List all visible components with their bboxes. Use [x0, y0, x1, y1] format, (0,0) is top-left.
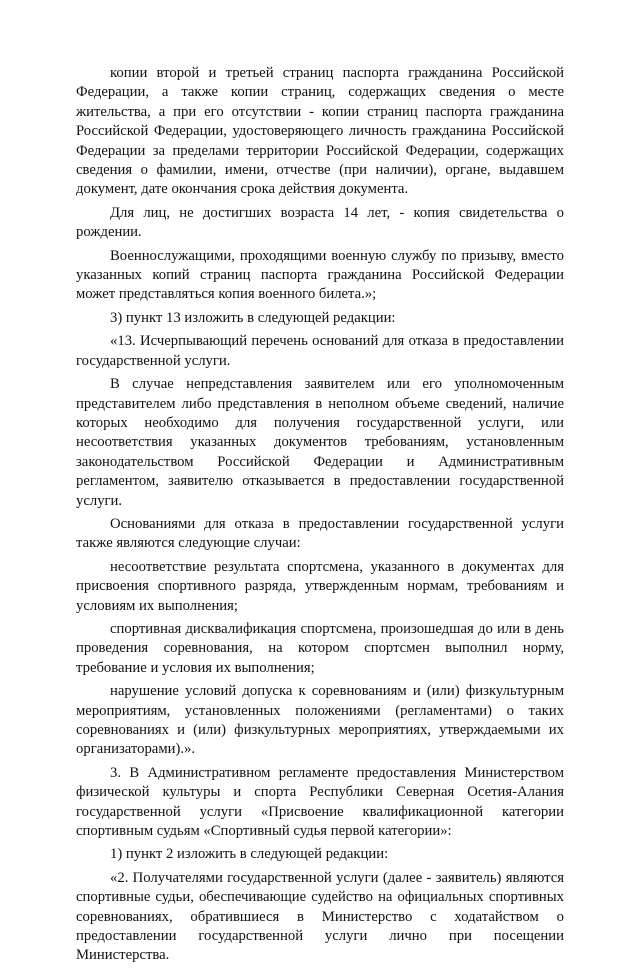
paragraph-refusal-grounds: Основаниями для отказа в предоставлении государственной услуги также являются следующие случаи: [76, 515, 564, 552]
paragraph-passport-copies: копии второй и третьей страниц паспорта гражданина Российской Федерации, а также копии страниц, содержащих сведения о месте жительства, а при его отсутствии - копии страниц паспорта гражданина Российской Федерации, удостоверяющего личность гражданина Российской Федерации за пределами территории Российской Федерации, содержащих сведения о фамилии, имени, отчестве (при наличии), органе, выдавшем документ, дате окончания срока действия документа. [76, 65, 564, 198]
paragraph-ground-disqualification: спортивная дисквалификация спортсмена, произошедшая до или в день проведения соревнования, на котором спортсмен выполнил норму, требование и условия их выполнения; [76, 620, 564, 676]
paragraph-item-1: 1) пункт 2 изложить в следующей редакции: [110, 846, 389, 863]
paragraph-item-3: 3) пункт 13 изложить в следующей редакции: [110, 309, 396, 326]
paragraph-section-3: 3. В Административном регламенте предоставления Министерством физической культуры и спорта Республики Северная Осетия-Алания государственной услуги «Присвоение квалификационной категории спортивным судьям «Спортивный судья первой категории»: [76, 764, 564, 840]
document-page [76, 64, 564, 970]
paragraph-ground-violation: нарушение условий допуска к соревнованиям и (или) физкультурным мероприятиям, установленных положениями (регламентами) о таких соревнованиях и (или) физкультурных мероприятиях, утверждаемыми их организаторами).». [76, 683, 564, 758]
paragraph-military: Военнослужащими, проходящими военную службу по призыву, вместо указанных копий страниц паспорта гражданина Российской Федерации может представляться копия военного билета.»; [76, 247, 564, 303]
paragraph-under-14: Для лиц, не достигших возраста 14 лет, - копия свидетельства о рождении. [76, 204, 564, 241]
paragraph-refusal-case: В случае непредставления заявителем или его уполномоченным представителем либо представления в неполном объеме сведений, наличие которых необходимо для получения государственной услуги, или несоответствия указанных документов требованиям, установленным законодательством Российской Федерации и Административным регламентом, заявителю отказывается в предоставлении государственной услуги. [76, 376, 564, 509]
paragraph-ground-result: несоответствие результата спортсмена, указанного в документах для присвоения спортивного разряда, утвержденным нормам, требованиям и условиям их выполнения; [76, 558, 564, 614]
paragraph-point-2: «2. Получателями государственной услуги (далее - заявитель) являются спортивные судьи, обеспечивающие судейство на официальных спортивных соревнованиях, обратившиеся в Министерство с ходатайством о предоставлении государственной услуги лично при посещении Министерства. [76, 869, 564, 964]
paragraph-point-13: «13. Исчерпывающий перечень оснований для отказа в предоставлении государственной услуги. [76, 333, 564, 369]
